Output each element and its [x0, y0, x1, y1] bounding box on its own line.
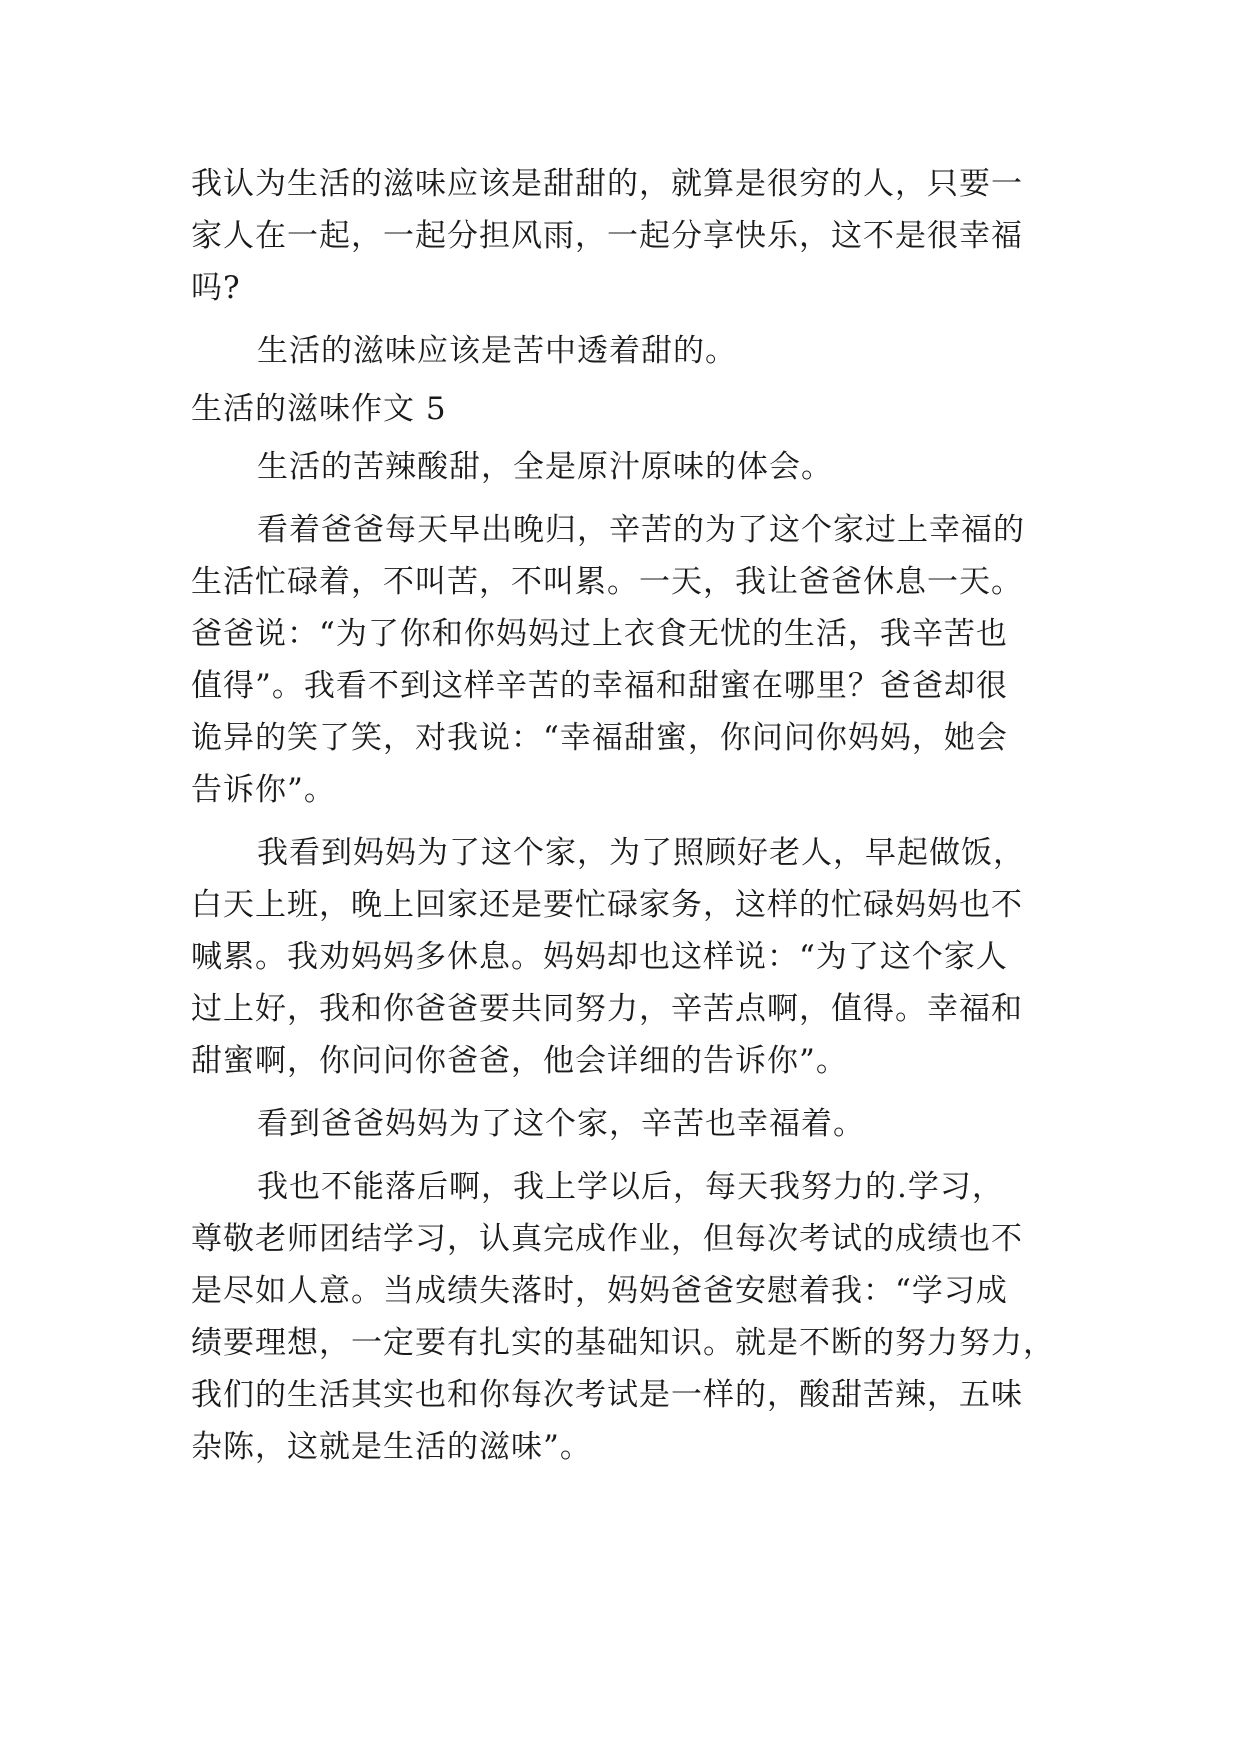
text-line: 家人在一起，一起分担风雨，一起分享快乐，这不是很幸福: [191, 218, 1023, 254]
text-line: 白天上班，晚上回家还是要忙碌家务，这样的忙碌妈妈也不: [191, 887, 1023, 923]
text-line: 诡异的笑了笑，对我说：“幸福甜蜜，你问问你妈妈，她会: [191, 720, 1008, 756]
paragraph: [191, 1098, 1061, 1150]
paragraph: [191, 504, 1061, 816]
paragraph: [191, 827, 1061, 1087]
text-line: 尊敬老师团结学习，认真完成作业，但每次考试的成绩也不: [191, 1221, 1023, 1257]
section-heading: [191, 383, 1061, 435]
text-line: 喊累。我劝妈妈多休息。妈妈却也这样说：“为了这个家人: [191, 939, 1008, 975]
paragraph: [191, 1161, 1061, 1473]
text-line: 告诉你”。: [191, 772, 336, 808]
text-line: 生活的滋味应该是苦中透着甜的。: [257, 333, 737, 369]
text-line: 杂陈，这就是生活的滋味”。: [191, 1429, 592, 1465]
text-line: 生活忙碌着，不叫苦，不叫累。一天，我让爸爸休息一天。: [191, 564, 1023, 600]
text-line: 我认为生活的滋味应该是甜甜的，就算是很穷的人，只要一: [191, 166, 1023, 202]
text-line: 生活的苦辣酸甜，全是原汁原味的体会。: [257, 449, 833, 485]
text-line: 绩要理想，一定要有扎实的基础知识。就是不断的努力努力，: [191, 1325, 1055, 1361]
text-line: 甜蜜啊，你问问你爸爸，他会详细的告诉你”。: [191, 1043, 848, 1079]
paragraph: [191, 325, 1061, 377]
text-line: 是尽如人意。当成绩失落时，妈妈爸爸安慰着我：“学习成: [191, 1273, 1008, 1309]
text-line: 过上好，我和你爸爸要共同努力，辛苦点啊，值得。幸福和: [191, 991, 1023, 1027]
text-line: 看到爸爸妈妈为了这个家，辛苦也幸福着。: [257, 1106, 865, 1142]
paragraph: [191, 441, 1061, 493]
heading-text: 生活的滋味作文 5: [191, 391, 447, 427]
document-page: [191, 158, 1061, 1473]
text-line: 爸爸说：“为了你和你妈妈过上衣食无忧的生活，我辛苦也: [191, 616, 1008, 652]
text-line: 我看到妈妈为了这个家，为了照顾好老人，早起做饭，: [257, 835, 1025, 871]
paragraph: [191, 158, 1061, 314]
text-line: 看着爸爸每天早出晚归，辛苦的为了这个家过上幸福的: [257, 512, 1025, 548]
text-line: 我也不能落后啊，我上学以后，每天我努力的.学习，: [257, 1169, 1004, 1205]
text-line: 我们的生活其实也和你每次考试是一样的，酸甜苦辣，五味: [191, 1377, 1023, 1413]
text-line: 吗?: [191, 270, 241, 306]
text-line: 值得”。我看不到这样辛苦的幸福和甜蜜在哪里？爸爸却很: [191, 668, 1008, 704]
